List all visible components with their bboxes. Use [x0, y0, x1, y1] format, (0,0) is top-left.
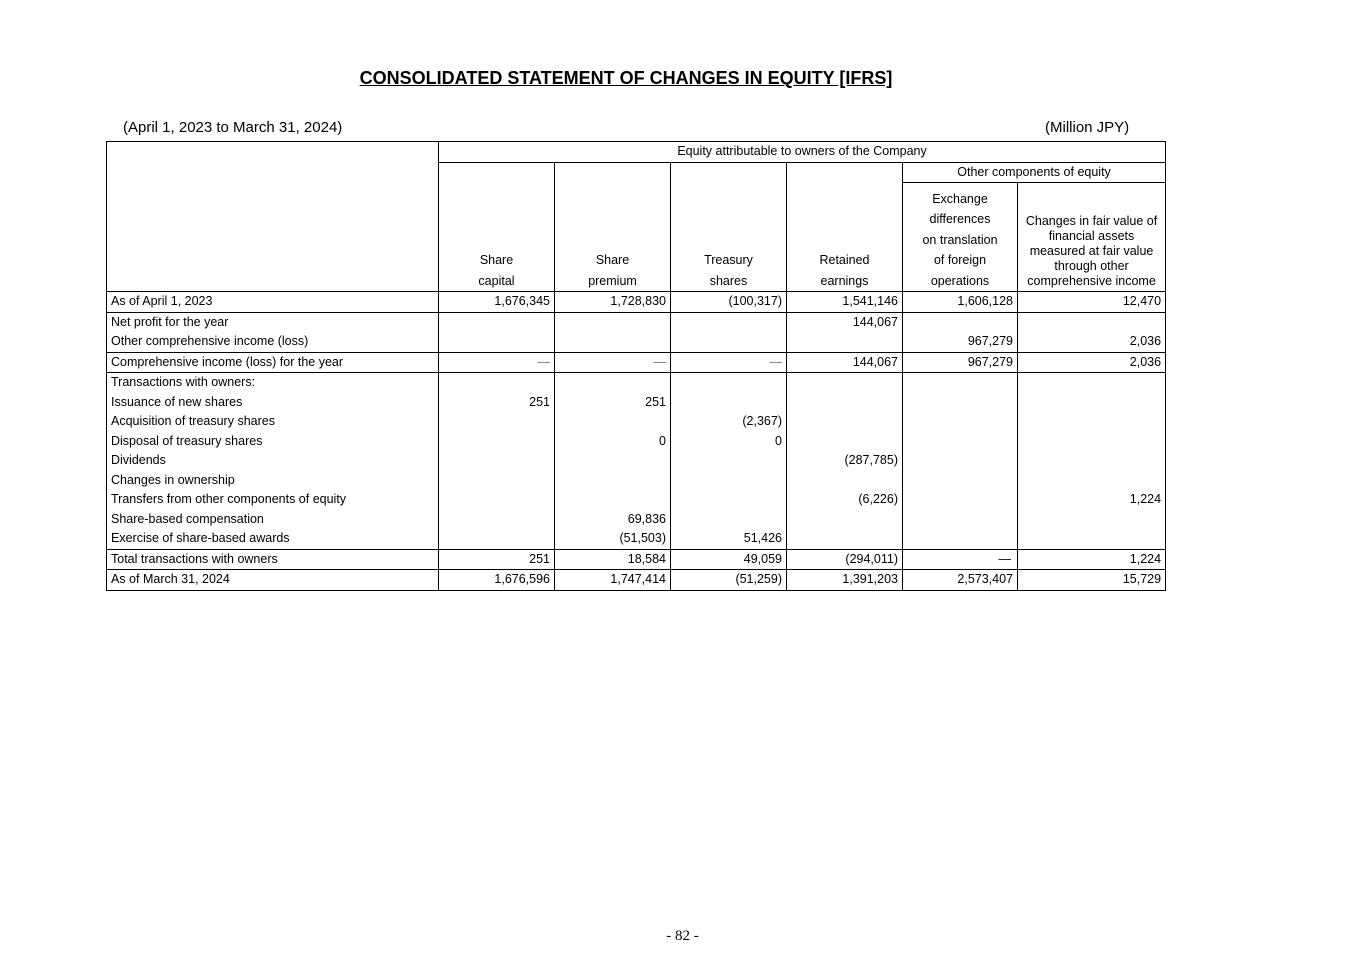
- value-cell: [671, 312, 787, 332]
- page-number: - 82 -: [666, 928, 699, 944]
- value-cell: 1,747,414: [555, 570, 671, 591]
- value-cell: (2,367): [671, 412, 787, 432]
- value-cell: [439, 412, 555, 432]
- table-row: [107, 292, 1166, 313]
- value-cell: [671, 471, 787, 491]
- value-cell: [787, 510, 903, 530]
- row-label: Dividends: [107, 451, 439, 471]
- value-cell: 1,728,830: [555, 292, 671, 313]
- value-cell: 251: [439, 393, 555, 413]
- value-cell: 1,541,146: [787, 292, 903, 313]
- value-cell: 0: [671, 432, 787, 452]
- table-body: [107, 292, 1166, 591]
- value-cell: [1018, 471, 1166, 491]
- value-cell: 144,067: [787, 312, 903, 332]
- value-cell: [787, 471, 903, 491]
- row-label: Issuance of new shares: [107, 393, 439, 413]
- value-cell: [1018, 393, 1166, 413]
- header-share-capital: Share capital: [439, 162, 555, 292]
- value-cell: 967,279: [903, 352, 1018, 373]
- value-cell: 0: [555, 432, 671, 452]
- row-label: As of April 1, 2023: [107, 292, 439, 313]
- value-cell: —: [439, 352, 555, 373]
- value-cell: (287,785): [787, 451, 903, 471]
- value-cell: [671, 510, 787, 530]
- value-cell: [439, 432, 555, 452]
- value-cell: [787, 432, 903, 452]
- value-cell: [439, 529, 555, 549]
- header-treasury-shares: Treasury shares: [671, 162, 787, 292]
- value-cell: [903, 393, 1018, 413]
- header-blank-cell: [107, 142, 439, 292]
- value-cell: 2,036: [1018, 352, 1166, 373]
- value-cell: 69,836: [555, 510, 671, 530]
- value-cell: [787, 373, 903, 393]
- value-cell: [787, 412, 903, 432]
- table-row: [107, 393, 1166, 413]
- value-cell: [787, 393, 903, 413]
- value-cell: [903, 451, 1018, 471]
- value-cell: [439, 373, 555, 393]
- value-cell: [439, 471, 555, 491]
- value-cell: 251: [555, 393, 671, 413]
- table-row: [107, 451, 1166, 471]
- value-cell: 1,606,128: [903, 292, 1018, 313]
- value-cell: 15,729: [1018, 570, 1166, 591]
- value-cell: 51,426: [671, 529, 787, 549]
- value-cell: —: [903, 549, 1018, 570]
- value-cell: [787, 529, 903, 549]
- value-cell: [671, 393, 787, 413]
- value-cell: [903, 471, 1018, 491]
- header-group: Equity attributable to owners of the Company: [439, 142, 1166, 163]
- value-cell: [903, 412, 1018, 432]
- header-share-premium: Share premium: [555, 162, 671, 292]
- unit-label: (Million JPY): [1045, 119, 1130, 136]
- value-cell: 967,279: [903, 332, 1018, 352]
- header-subgroup: Other components of equity: [903, 162, 1166, 183]
- value-cell: [1018, 529, 1166, 549]
- value-cell: (51,503): [555, 529, 671, 549]
- value-cell: [555, 490, 671, 510]
- value-cell: [903, 312, 1018, 332]
- value-cell: [439, 312, 555, 332]
- value-cell: [903, 529, 1018, 549]
- value-cell: (51,259): [671, 570, 787, 591]
- value-cell: [555, 373, 671, 393]
- value-cell: [903, 490, 1018, 510]
- value-cell: —: [671, 352, 787, 373]
- row-label: Total transactions with owners: [107, 549, 439, 570]
- table-row: [107, 352, 1166, 373]
- value-cell: 49,059: [671, 549, 787, 570]
- header-retained-earnings: Retained earnings: [787, 162, 903, 292]
- value-cell: [439, 451, 555, 471]
- value-cell: —: [555, 352, 671, 373]
- value-cell: [671, 451, 787, 471]
- row-label: Changes in ownership: [107, 471, 439, 491]
- row-label: Share-based compensation: [107, 510, 439, 530]
- table-row: [107, 570, 1166, 591]
- period-label: (April 1, 2023 to March 31, 2024): [123, 119, 343, 136]
- value-cell: 1,391,203: [787, 570, 903, 591]
- value-cell: 18,584: [555, 549, 671, 570]
- value-cell: [555, 471, 671, 491]
- value-cell: 251: [439, 549, 555, 570]
- row-label: Disposal of treasury shares: [107, 432, 439, 452]
- table-row: [107, 373, 1166, 393]
- table-row: [107, 529, 1166, 549]
- value-cell: 1,224: [1018, 490, 1166, 510]
- value-cell: [439, 490, 555, 510]
- row-label: Acquisition of treasury shares: [107, 412, 439, 432]
- row-label: Exercise of share-based awards: [107, 529, 439, 549]
- value-cell: [903, 432, 1018, 452]
- value-cell: [903, 373, 1018, 393]
- value-cell: [555, 332, 671, 352]
- value-cell: 144,067: [787, 352, 903, 373]
- value-cell: [1018, 412, 1166, 432]
- value-cell: [1018, 510, 1166, 530]
- value-cell: [439, 332, 555, 352]
- row-label: Transactions with owners:: [107, 373, 439, 393]
- row-label: As of March 31, 2024: [107, 570, 439, 591]
- value-cell: (294,011): [787, 549, 903, 570]
- value-cell: 2,573,407: [903, 570, 1018, 591]
- value-cell: (100,317): [671, 292, 787, 313]
- value-cell: [1018, 312, 1166, 332]
- equity-table: [106, 141, 1166, 591]
- table-row: [107, 510, 1166, 530]
- value-cell: [787, 332, 903, 352]
- table-row: [107, 490, 1166, 510]
- value-cell: [1018, 432, 1166, 452]
- row-label: Other comprehensive income (loss): [107, 332, 439, 352]
- value-cell: [439, 510, 555, 530]
- value-cell: 1,676,596: [439, 570, 555, 591]
- value-cell: [555, 412, 671, 432]
- value-cell: 12,470: [1018, 292, 1166, 313]
- header-exchange-differences: Exchange differences on translation of foreign operations: [903, 183, 1018, 292]
- table-row: [107, 471, 1166, 491]
- value-cell: [903, 510, 1018, 530]
- row-label: Transfers from other components of equity: [107, 490, 439, 510]
- value-cell: 1,676,345: [439, 292, 555, 313]
- table-row: [107, 332, 1166, 352]
- table-row: [107, 549, 1166, 570]
- value-cell: [671, 490, 787, 510]
- value-cell: 1,224: [1018, 549, 1166, 570]
- row-label: Comprehensive income (loss) for the year: [107, 352, 439, 373]
- value-cell: [671, 373, 787, 393]
- value-cell: (6,226): [787, 490, 903, 510]
- value-cell: [555, 451, 671, 471]
- table-row: [107, 432, 1166, 452]
- value-cell: 2,036: [1018, 332, 1166, 352]
- row-label: Net profit for the year: [107, 312, 439, 332]
- value-cell: [671, 332, 787, 352]
- value-cell: [1018, 373, 1166, 393]
- value-cell: [555, 312, 671, 332]
- table-row: [107, 412, 1166, 432]
- table-row: [107, 312, 1166, 332]
- value-cell: [1018, 451, 1166, 471]
- header-fair-value-changes: Changes in fair value of financial assets measured at fair value through other comprehensive income: [1018, 183, 1166, 292]
- page-title: CONSOLIDATED STATEMENT OF CHANGES IN EQUITY [IFRS]: [359, 68, 893, 88]
